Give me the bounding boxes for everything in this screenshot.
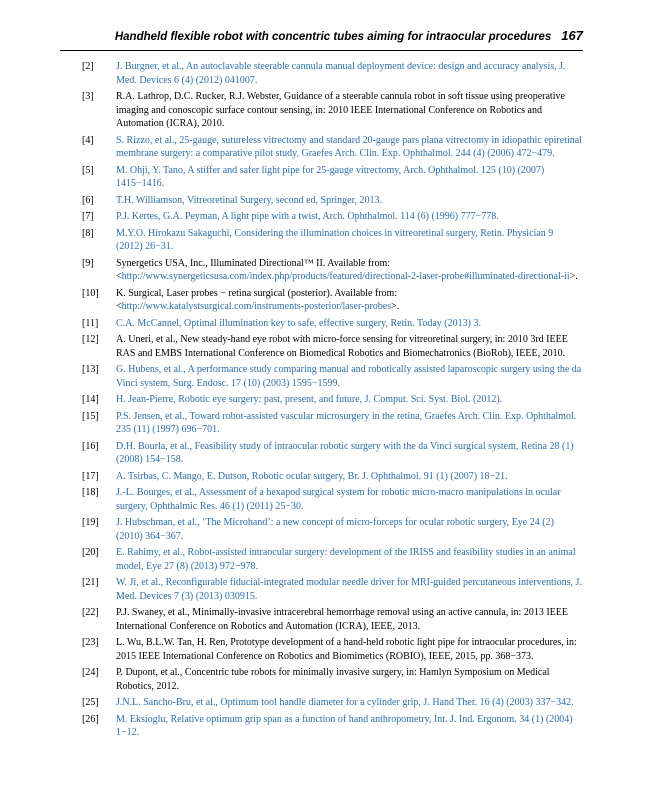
reference-item[interactable] (82, 210, 582, 224)
reference-number: [2] (82, 61, 94, 72)
reference-text[interactable]: S. Rizzo, et al., 25-gauge, sutureless vitrectomy and standard 20-gauge pars plana vitrectomy in idiopathic epiretinal membrane surgery: a comparative pilot study, Graefes Arch. Clin. Exp. Ophthalmol. 244 (4) (2006) 472−479. (116, 134, 582, 159)
reference-item (82, 90, 582, 131)
reference-text[interactable]: M. Ohji, Y. Tano, A stiffer and safer light pipe for 25-gauge vitrectomy, Arch. Ophthalmol. 125 (10) (2007) 1415−1416. (116, 164, 545, 189)
reference-item (82, 606, 582, 633)
reference-item[interactable] (82, 363, 582, 390)
header-rule (60, 50, 583, 51)
reference-item[interactable] (82, 696, 582, 710)
reference-number: [18] (82, 487, 99, 498)
reference-text: R.A. Lathrop, D.C. Rucker, R.J. Webster, Guidance of a steerable cannula robot in soft tissue using preoperative imaging and conoscopic surface contour sensing, in: 2010 IEEE International Conference on Robotics and Automation (ICRA), 2010. (116, 91, 565, 129)
reference-item[interactable] (82, 546, 582, 573)
reference-item (82, 333, 582, 360)
reference-number: [4] (82, 134, 94, 146)
reference-text: A. Uneri, et al., New steady-hand eye robot with micro-force sensing for vitreoretinal surgery, in: 2010 3rd IEEE RAS and EMBS International Conference on Biomedical Robotics and Biomechatronics (BioRob), IEEE, 2010. (116, 334, 568, 359)
reference-number: [23] (82, 637, 99, 648)
reference-item[interactable] (82, 470, 582, 484)
reference-text[interactable]: M. Eksioglu, Relative optimum grip span as a function of hand anthropometry, Int. J. Ind. Ergonom. 34 (1) (2004) 1−12. (116, 713, 573, 738)
reference-text (116, 288, 399, 313)
reference-number: [11] (82, 317, 99, 329)
reference-text[interactable]: J.N.L. Sancho-Bru, et al., Optimum tool handle diameter for a cylinder grip, J. Hand Ther. 16 (4) (2003) 337−342. (116, 697, 574, 708)
reference-text[interactable]: C.A. McCannel, Optimal illumination key to safe, effective surgery, Retin. Today (2013) 3. (116, 317, 481, 329)
reference-item (82, 287, 582, 314)
reference-text[interactable]: H. Jean-Pierre, Robotic eye surgery: past, present, and future, J. Comput. Sci. Syst. Biol. (2012). (116, 394, 503, 405)
reference-text: L. Wu, B.L.W. Tan, H. Ren, Prototype development of a hand-held robotic light pipe for intraocular procedures, in: 2015 IEEE International Conference on Robotics and Biomimetics (ROBIO), IEEE, 2015, pp. 368−373. (116, 637, 577, 662)
reference-number: [14] (82, 394, 99, 405)
reference-list (82, 60, 582, 743)
reference-number: [16] (82, 440, 99, 452)
reference-text[interactable]: T.H. Williamson, Vitreoretinal Surgery, second ed, Springer, 2013. (116, 194, 383, 206)
reference-text-before: Synergetics USA, Inc., Illuminated Directional™ II. Available from: < (116, 257, 391, 282)
reference-number: [24] (82, 667, 99, 678)
reference-item[interactable] (82, 164, 582, 191)
reference-number: [17] (82, 470, 99, 482)
reference-url-link[interactable]: http://www.synergeticsusa.com/index.php/products/featured/directional-2-laser-probe#illuminated-directional-ii (121, 271, 570, 282)
reference-text[interactable]: D.H. Bourla, et al., Feasibility study of intraocular robotic surgery with the da Vinci surgical system, Retina 28 (1) (2008) 154−158. (116, 440, 574, 465)
reference-item (82, 636, 582, 663)
reference-text[interactable]: M.Y.O. Hirokazu Sakaguchi, Considering the illumination choices in vitreoretinal surgery, Retin. Physician 9 (2012) 26−31. (116, 227, 554, 252)
reference-item (82, 666, 582, 693)
running-header (60, 28, 583, 43)
reference-text[interactable]: P.J. Kertes, G.A. Peyman, A light pipe with a twist, Arch. Ophthalmol. 114 (6) (1996) 777−778. (116, 211, 499, 222)
reference-number: [7] (82, 211, 94, 222)
reference-number: [25] (82, 697, 99, 708)
reference-item[interactable] (82, 486, 582, 513)
reference-number: [21] (82, 577, 99, 588)
reference-text[interactable]: G. Hubens, et al., A performance study comparing manual and robotically assisted laparoscopic surgery using the da Vinci system, Surg. Endosc. 17 (10) (2003) 1595−1599. (116, 364, 582, 389)
reference-number: [19] (82, 517, 99, 528)
reference-item[interactable] (82, 393, 582, 407)
reference-number: [8] (82, 227, 94, 239)
reference-text[interactable]: W. Ji, et al., Reconfigurable fiducial-integrated modular needle driver for MRI-guided percutaneous interventions, J. Med. Devices 7 (3) (2013) 030915. (116, 577, 582, 602)
reference-item[interactable] (82, 713, 582, 740)
reference-item[interactable] (82, 60, 582, 87)
reference-number: [15] (82, 410, 99, 422)
reference-number: [12] (82, 334, 99, 345)
reference-number: [9] (82, 257, 94, 269)
reference-text-after: >. (391, 301, 400, 312)
reference-text[interactable]: P.S. Jensen, et al., Toward robot-assisted vascular microsurgery in the retina, Graefes Arch. Clin. Exp. Ophthalmol. 235 (11) (1997) 696−701. (116, 410, 577, 435)
reference-text-after: >. (569, 271, 578, 282)
reference-item[interactable] (82, 576, 582, 603)
reference-text[interactable]: J.-L. Bourges, et al., Assessment of a hexapod surgical system for robotic micro-macro manipulations in ocular surgery, Ophthalmic Res. 46 (1) (2011) 25−30. (116, 487, 561, 512)
reference-item (82, 257, 582, 284)
reference-url-link[interactable]: http://www.katalystsurgical.com/instruments-posterior/laser-probes (121, 301, 392, 312)
reference-text: P. Dupont, et al., Concentric tube robots for minimally invasive surgery, in: Hamlyn Symposium on Medical Robotics, 2012. (116, 667, 550, 692)
reference-item[interactable] (82, 516, 582, 543)
reference-item[interactable] (82, 194, 582, 208)
reference-number: [3] (82, 91, 94, 102)
reference-item[interactable] (82, 317, 582, 331)
reference-number: [26] (82, 713, 99, 725)
page-number: 167 (561, 28, 583, 43)
reference-number: [6] (82, 194, 94, 206)
reference-number: [10] (82, 287, 99, 299)
reference-item[interactable] (82, 134, 582, 161)
reference-number: [5] (82, 164, 94, 176)
reference-number: [22] (82, 607, 99, 618)
running-title: Handheld flexible robot with concentric tubes aiming for intraocular procedures (114, 31, 552, 43)
reference-number: [20] (82, 547, 99, 558)
reference-item[interactable] (82, 440, 582, 467)
reference-item[interactable] (82, 227, 582, 254)
reference-text[interactable]: E. Rahimy, et al., Robot-assisted intraocular surgery: development of the IRISS and feasibility studies in an animal model, Eye 27 (8) (2013) 972−978. (116, 547, 576, 572)
reference-text: P.J. Swaney, et al., Minimally-invasive intracerebral hemorrhage removal using an active cannula, in: 2013 IEEE International Conference on Robotics and Automation (ICRA), IEEE, 2013. (116, 607, 568, 632)
reference-text (116, 258, 578, 283)
reference-item[interactable] (82, 410, 582, 437)
reference-text[interactable]: J. Hubschman, et al., ‘The Microhand’: a new concept of micro-forceps for ocular robotic surgery, Eye 24 (2) (2010) 364−367. (116, 517, 554, 542)
reference-text[interactable]: J. Burgner, et al., An autoclavable steerable cannula manual deployment device: design and accuracy analysis, J. Med. Devices 6 (4) (2012) 041007. (116, 61, 566, 86)
reference-text-before: K. Surgical, Laser probes − retina surgical (posterior). Available from: < (116, 287, 398, 312)
reference-text[interactable]: A. Tsirbas, C. Mango, E. Dutson, Robotic ocular surgery, Br. J. Ophthalmol. 91 (1) (2007) 18−21. (116, 470, 508, 482)
reference-number: [13] (82, 364, 99, 375)
